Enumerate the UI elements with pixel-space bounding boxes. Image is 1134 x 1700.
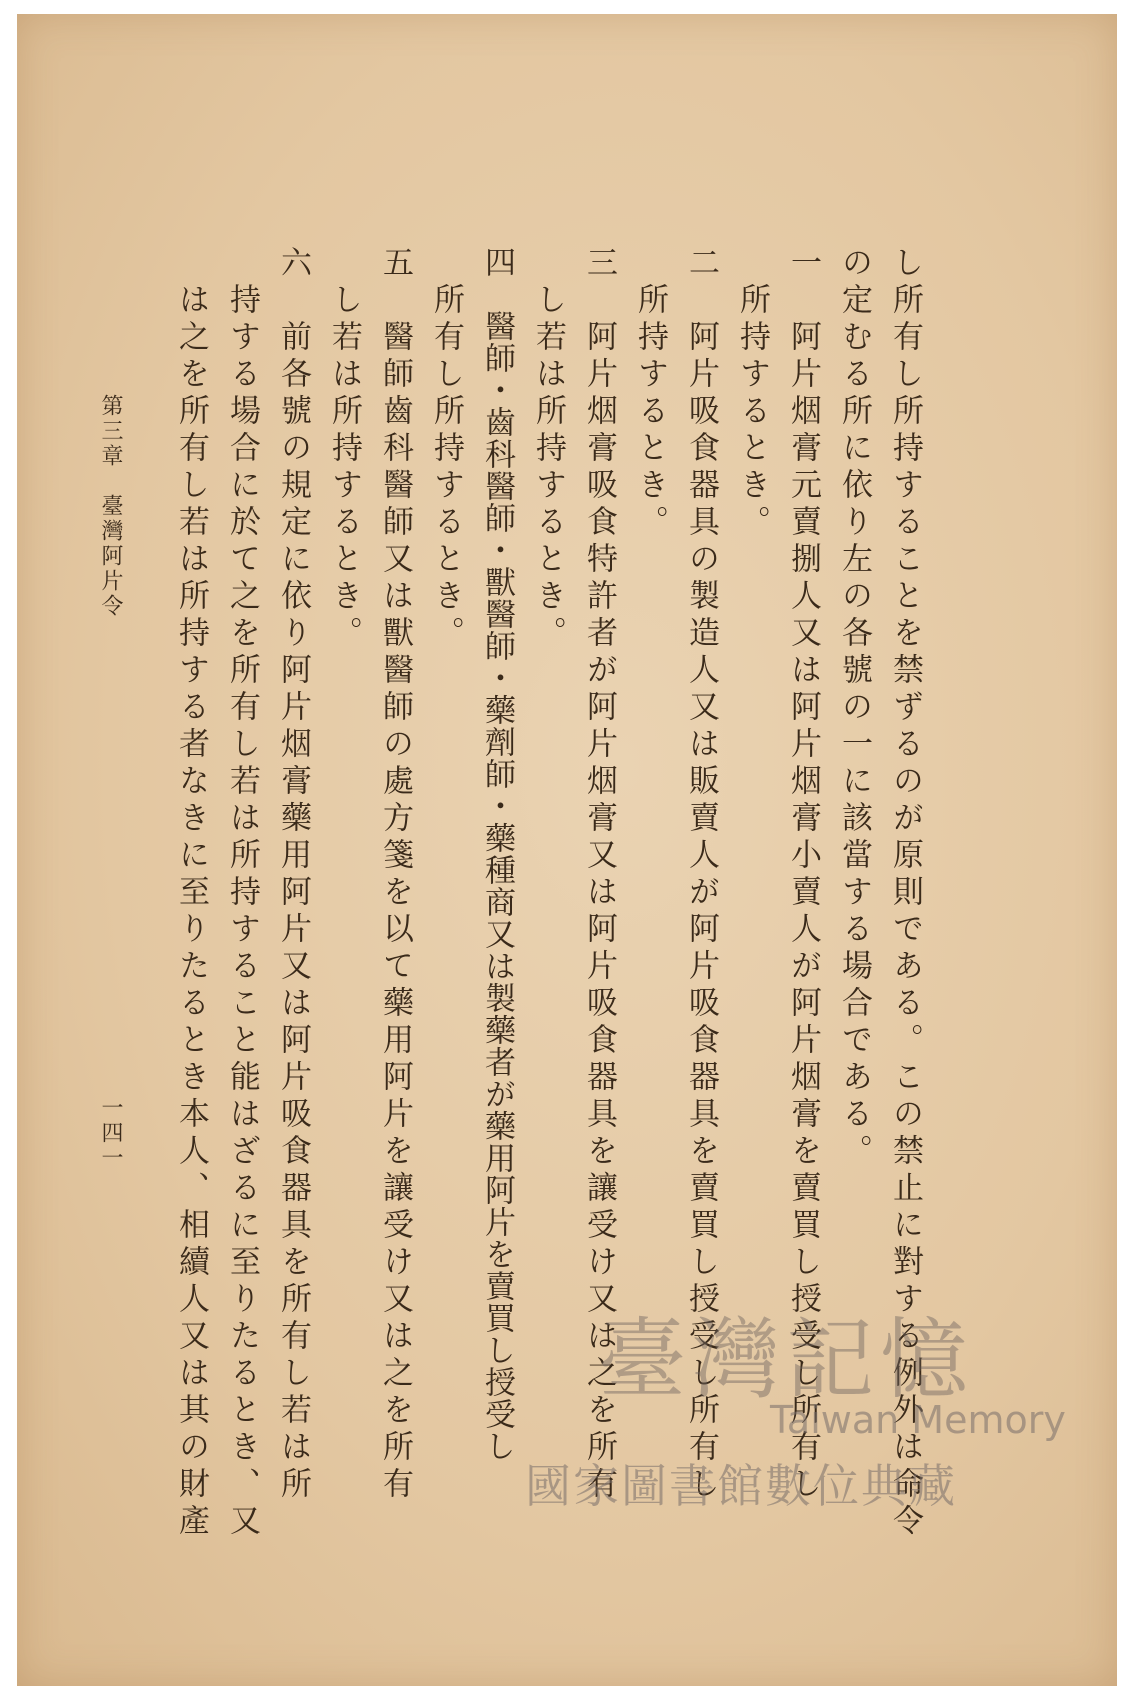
text-line-4: 所持するとき。 xyxy=(734,246,770,542)
watermark-chinese: 國家圖書館數位典藏 xyxy=(525,1459,957,1513)
text-line-1: し所有し所持することを禁ずるのが原則である。この禁止に對する例外は命令 xyxy=(887,246,923,1541)
text-line-7: 三 阿片烟膏吸食特許者が阿片烟膏又は阿片吸食器具を讓受け又は之を所有 xyxy=(581,246,617,1504)
text-line-6: 所持するとき。 xyxy=(632,246,668,542)
text-line-5: 二 阿片吸食器具の製造人又は販賣人が阿片吸食器具を賣買し授受し所有し xyxy=(683,246,719,1504)
text-line-12: し若は所持するとき。 xyxy=(326,246,362,653)
text-line-8: し若は所持するとき。 xyxy=(530,246,566,653)
text-line-14: 持する場合に於て之を所有し若は所持すること能はざるに至りたるとき、又 xyxy=(224,246,260,1541)
text-line-10: 所有し所持するとき。 xyxy=(428,246,464,653)
text-line-11: 五 醫師齒科醫師又は獸醫師の處方箋を以て藥用阿片を讓受け又は之を所有 xyxy=(377,246,413,1504)
text-line-2: の定むる所に依り左の各號の一に該當する場合である。 xyxy=(836,246,872,1171)
text-line-13: 六 前各號の規定に依り阿片烟膏藥用阿片又は阿片吸食器具を所有し若は所 xyxy=(275,246,311,1504)
running-head: 第三章 臺灣阿片令 xyxy=(98,394,123,619)
watermark-english: Taiwan Memory xyxy=(770,1398,1066,1442)
text-line-15: は之を所有し若は所持する者なきに至りたるとき本人、相續人又は其の財產 xyxy=(173,246,209,1541)
page-number: 一四一 xyxy=(98,1096,123,1171)
text-line-3: 一 阿片烟膏元賣捌人又は阿片烟膏小賣人が阿片烟膏を賣買し授受し所有し xyxy=(785,246,821,1504)
text-line-9: 四 醫師・齒科醫師・獸醫師・藥劑師・藥種商又は製藥者が藥用阿片を賣買し授受し xyxy=(479,246,515,1462)
watermark-calligraphy: 臺灣記憶 xyxy=(597,1308,974,1411)
